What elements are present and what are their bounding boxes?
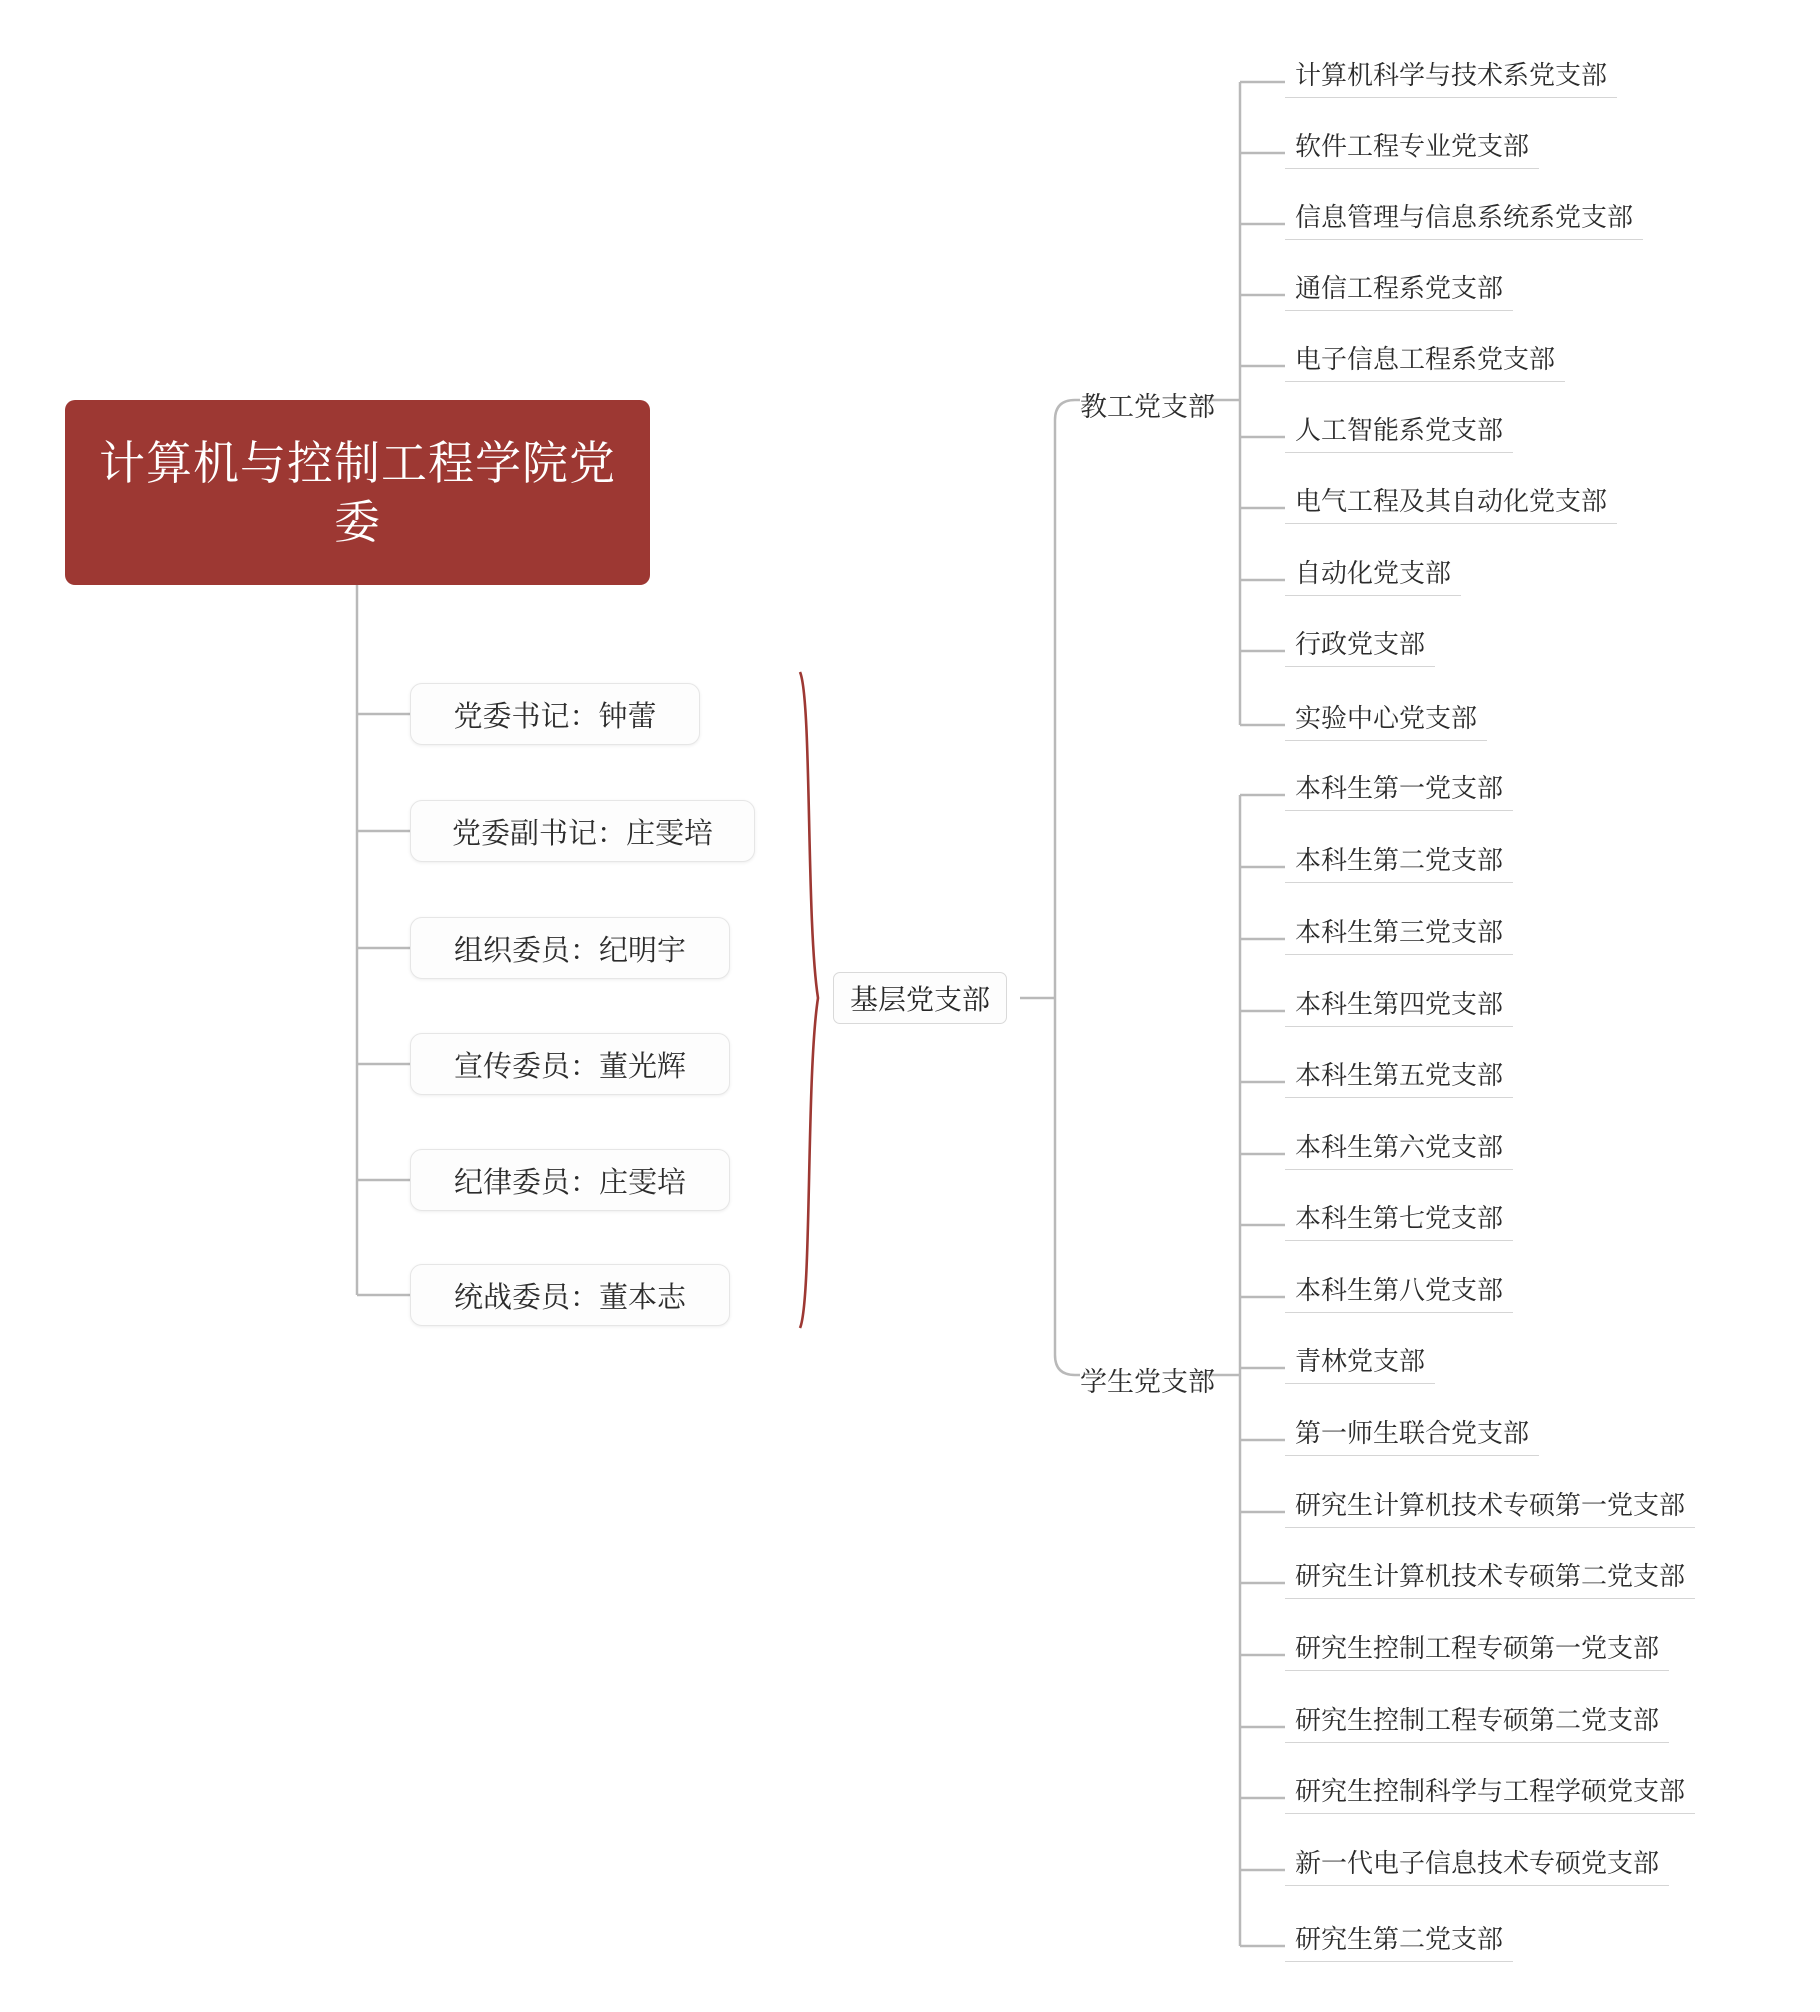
leaf-student-14[interactable] [1285,1707,1669,1743]
leaf-label: 本科生第三党支部 [1295,917,1504,947]
category-label-faculty-branches[interactable] [1080,385,1215,424]
leaf-label: 本科生第二党支部 [1295,845,1504,875]
leaf-label: 青林党支部 [1295,1346,1426,1376]
leaf-student-7[interactable] [1285,1205,1513,1241]
category-label-text: 教工党支部 [1080,392,1215,422]
leaf-student-3[interactable] [1285,919,1513,955]
leaf-label: 本科生第八党支部 [1295,1275,1504,1305]
leaf-label: 本科生第五党支部 [1295,1060,1504,1090]
leaf-label: 实验中心党支部 [1295,703,1478,733]
member-card-label: 纪律委员：庄雯培 [453,1166,686,1199]
leaf-label: 研究生控制工程专硕第一党支部 [1295,1633,1660,1663]
leaf-label: 软件工程专业党支部 [1295,131,1530,161]
leaf-label: 电子信息工程系党支部 [1295,344,1556,374]
leaf-faculty-1[interactable] [1285,62,1617,98]
leaf-label: 本科生第七党支部 [1295,1203,1504,1233]
branch-group-node[interactable] [833,972,1007,1024]
leaf-label: 本科生第四党支部 [1295,989,1504,1019]
leaf-label: 本科生第一党支部 [1295,773,1504,803]
leaf-label: 研究生第二党支部 [1295,1924,1504,1954]
leaf-student-13[interactable] [1285,1635,1669,1671]
leaf-label: 研究生计算机技术专硕第一党支部 [1295,1490,1686,1520]
leaf-label: 计算机科学与技术系党支部 [1295,60,1608,90]
member-card-label: 党委书记：钟蕾 [453,700,657,733]
leaf-student-12[interactable] [1285,1563,1695,1599]
leaf-faculty-3[interactable] [1285,204,1643,240]
member-card-publicity-officer[interactable] [410,1033,730,1095]
leaf-student-15[interactable] [1285,1778,1695,1814]
leaf-label: 通信工程系党支部 [1295,273,1504,303]
leaf-student-16[interactable] [1285,1850,1669,1886]
leaf-label: 人工智能系党支部 [1295,415,1504,445]
leaf-faculty-10[interactable] [1285,705,1487,741]
leaf-faculty-2[interactable] [1285,133,1539,169]
leaf-student-9[interactable] [1285,1348,1435,1384]
leaf-faculty-6[interactable] [1285,417,1513,453]
leaf-student-17[interactable] [1285,1926,1513,1962]
leaf-label: 研究生控制科学与工程学硕党支部 [1295,1776,1686,1806]
leaf-student-5[interactable] [1285,1062,1513,1098]
leaf-student-2[interactable] [1285,847,1513,883]
leaf-student-6[interactable] [1285,1134,1513,1170]
member-card-united-front-officer[interactable] [410,1264,730,1326]
leaf-student-11[interactable] [1285,1492,1695,1528]
leaf-faculty-9[interactable] [1285,631,1435,667]
leaf-label: 第一师生联合党支部 [1295,1418,1530,1448]
member-card-label: 统战委员：董本志 [453,1281,686,1314]
member-card-label: 组织委员：纪明宇 [453,934,686,967]
leaf-student-10[interactable] [1285,1420,1539,1456]
leaf-label: 行政党支部 [1295,629,1426,659]
leaf-student-4[interactable] [1285,991,1513,1027]
leaf-faculty-5[interactable] [1285,346,1565,382]
member-card-label: 宣传委员：董光辉 [453,1050,686,1083]
leaf-label: 自动化党支部 [1295,558,1452,588]
member-card-deputy-secretary[interactable] [410,800,755,862]
root-node[interactable] [65,400,650,585]
root-node-label: 计算机与控制工程学院党委 [99,436,616,548]
leaf-label: 研究生计算机技术专硕第二党支部 [1295,1561,1686,1591]
branch-group-label: 基层党支部 [850,984,991,1015]
leaf-faculty-7[interactable] [1285,488,1617,524]
category-label-text: 学生党支部 [1080,1367,1215,1397]
leaf-faculty-4[interactable] [1285,275,1513,311]
member-card-discipline-officer[interactable] [410,1149,730,1211]
leaf-student-1[interactable] [1285,775,1513,811]
leaf-label: 新一代电子信息技术专硕党支部 [1295,1848,1660,1878]
member-card-label: 党委副书记：庄雯培 [451,817,713,850]
category-label-student-branches[interactable] [1080,1360,1215,1399]
leaf-student-8[interactable] [1285,1277,1513,1313]
leaf-label: 本科生第六党支部 [1295,1132,1504,1162]
leaf-faculty-8[interactable] [1285,560,1461,596]
leaf-label: 电气工程及其自动化党支部 [1295,486,1608,516]
leaf-label: 信息管理与信息系统系党支部 [1295,202,1634,232]
leaf-label: 研究生控制工程专硕第二党支部 [1295,1705,1660,1735]
member-card-organization-officer[interactable] [410,917,730,979]
member-card-secretary[interactable] [410,683,700,745]
